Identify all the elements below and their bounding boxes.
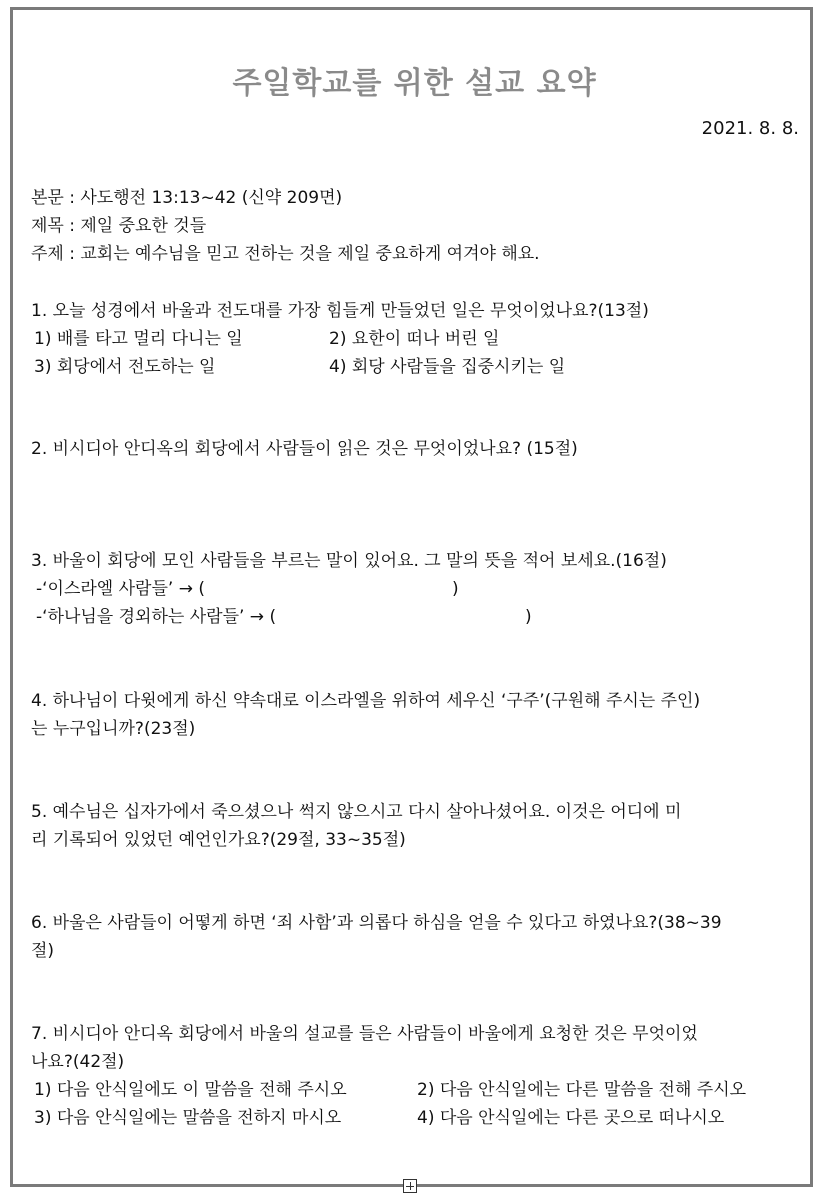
question-4-line-1: 4. 하나님이 다윗에게 하신 약속대로 이스라엘을 위하여 세우신 ‘구주’(구원해 주시는 주인) — [31, 691, 701, 711]
question-4-line-2: 는 누구입니까?(23절) — [31, 719, 196, 739]
q7-option-1: 1) 다음 안식일에도 이 말씀을 전해 주시오 — [34, 1080, 347, 1100]
q3-blank-1-label: -‘이스라엘 사람들’ → ( — [36, 579, 205, 599]
table-anchor-icon[interactable] — [403, 1179, 417, 1193]
question-5-line-2: 리 기록되어 있었던 예언인가요?(29절, 33~35절) — [31, 830, 406, 850]
q1-option-4: 4) 회당 사람들을 집중시키는 일 — [329, 357, 566, 377]
q7-option-3: 3) 다음 안식일에는 말씀을 전하지 마시오 — [34, 1108, 342, 1128]
question-5-line-1: 5. 예수님은 십자가에서 죽으셨으나 썩지 않으시고 다시 살아나셨어요. 이것은 어디에 미 — [31, 802, 682, 822]
scripture-reference: 본문 : 사도행전 13:13~42 (신약 209면) — [31, 188, 343, 208]
sermon-subject: 제목 : 제일 중요한 것들 — [31, 216, 207, 236]
date: 2021. 8. 8. — [701, 118, 799, 139]
question-3: 3. 바울이 회당에 모인 사람들을 부르는 말이 있어요. 그 말의 뜻을 적어 보세요.(16절) — [31, 551, 667, 571]
q1-option-3: 3) 회당에서 전도하는 일 — [34, 357, 216, 377]
question-7-line-1: 7. 비시디아 안디옥 회당에서 바울의 설교를 들은 사람들이 바울에게 요청한 것은 무엇이었 — [31, 1024, 698, 1044]
q3-blank-2-close: ) — [525, 607, 532, 627]
question-1: 1. 오늘 성경에서 바울과 전도대를 가장 힘들게 만들었던 일은 무엇이었나요?(13절) — [31, 301, 649, 321]
q1-option-1: 1) 배를 타고 멀리 다니는 일 — [34, 329, 243, 349]
question-7-line-2: 나요?(42절) — [31, 1052, 125, 1072]
sermon-theme: 주제 : 교회는 예수님을 믿고 전하는 것을 제일 중요하게 여겨야 해요. — [31, 244, 540, 264]
q7-option-4: 4) 다음 안식일에는 다른 곳으로 떠나시오 — [417, 1108, 725, 1128]
q3-blank-2-label: -‘하나님을 경외하는 사람들’ → ( — [36, 607, 277, 627]
q7-option-2: 2) 다음 안식일에는 다른 말씀을 전해 주시오 — [417, 1080, 747, 1100]
page-title: 주일학교를 위한 설교 요약 — [232, 66, 597, 101]
question-6-line-1: 6. 바울은 사람들이 어떻게 하면 ‘죄 사함’과 의롭다 하심을 얻을 수 있다고 하였나요?(38~39 — [31, 913, 722, 933]
question-2: 2. 비시디아 안디옥의 회당에서 사람들이 읽은 것은 무엇이었나요? (15절) — [31, 439, 578, 459]
q1-option-2: 2) 요한이 떠나 버린 일 — [329, 329, 500, 349]
question-6-line-2: 절) — [31, 941, 55, 961]
q3-blank-1-close: ) — [452, 579, 459, 599]
